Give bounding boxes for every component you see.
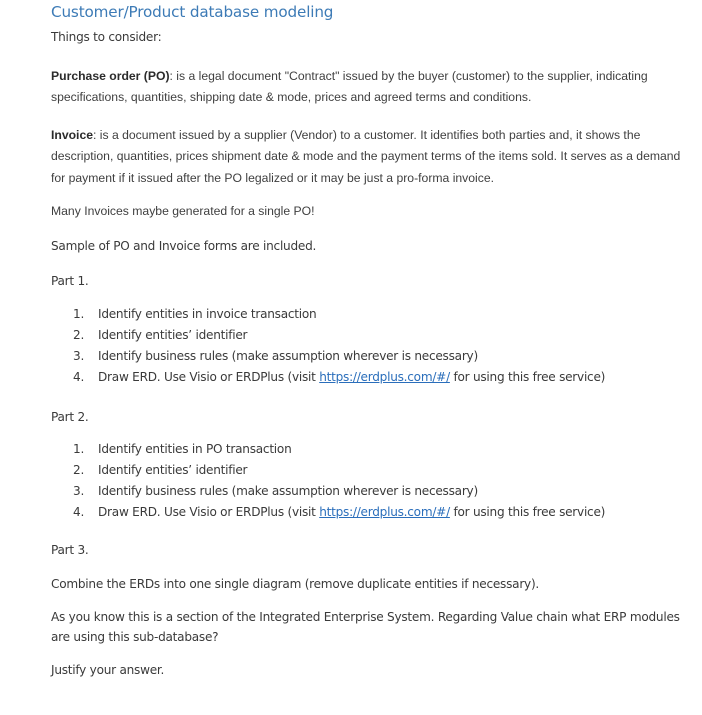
list-item-number: 4.	[73, 369, 85, 384]
list-item	[51, 304, 682, 325]
list-item-text-suffix: for using this free service)	[449, 505, 606, 519]
list-item	[51, 502, 682, 523]
list-item-label: Identify business rules (make assumption wherever is necessary)	[98, 348, 478, 363]
part-3-heading: Part 3.	[51, 543, 89, 557]
list-item-label: Identify entities in PO transaction	[98, 442, 292, 456]
part-2-list	[51, 439, 682, 523]
note-sample-forms: Sample of PO and Invoice forms are included.	[51, 238, 317, 253]
intro-label: Things to consider:	[51, 30, 162, 44]
list-item-number: 2.	[73, 463, 85, 477]
list-item-text-suffix: for using this free service)	[449, 369, 606, 384]
list-item-number: 4.	[73, 505, 85, 519]
list-item	[51, 481, 682, 502]
list-item-number: 1.	[73, 442, 85, 456]
list-item-number: 1.	[73, 306, 85, 321]
list-item-label: Identify entities in invoice transaction	[98, 306, 317, 321]
part-1-heading: Part 1.	[51, 274, 89, 288]
list-item-label: Identify entities’ identifier	[98, 463, 248, 477]
definition-invoice	[51, 125, 682, 190]
page-title: Customer/Product database modeling	[51, 3, 334, 21]
definition-term-invoice: Invoice	[51, 127, 93, 142]
definition-purchase-order	[51, 66, 682, 109]
part-3-justify-text: Justify your answer.	[51, 663, 165, 677]
list-item-label: Identify business rules (make assumption wherever is necessary)	[98, 484, 478, 498]
list-item	[51, 346, 682, 367]
note-many-invoices: Many Invoices maybe generated for a single PO!	[51, 204, 315, 218]
list-item	[51, 325, 682, 346]
list-item-number: 3.	[73, 348, 85, 363]
list-item	[51, 460, 682, 481]
list-item-text-prefix: Draw ERD. Use Visio or ERDPlus (visit	[98, 369, 320, 384]
list-item-text-prefix: Draw ERD. Use Visio or ERDPlus (visit	[98, 505, 320, 519]
list-item	[51, 439, 682, 460]
part-3-erp-question: As you know this is a section of the Integrated Enterprise System. Regarding Value chain what ERP modules are using this sub-database?	[51, 610, 680, 644]
list-item-number: 3.	[73, 484, 85, 498]
definition-body-invoice: : is a document issued by a supplier (Vendor) to a customer. It identifies both parties and, it shows the description, quantities, prices shipment date & mode and the payment terms of the items sold. It serves as a demand for payment if it issued after the PO legalized or it may be just a pro-forma invoice.	[51, 127, 681, 185]
list-item-number: 2.	[73, 327, 85, 342]
definition-term-purchase-order: Purchase order (PO)	[51, 68, 170, 83]
erdplus-link[interactable]: https://erdplus.com/#/	[319, 505, 450, 519]
list-item-label: Identify entities’ identifier	[98, 327, 248, 342]
document-body	[51, 0, 682, 681]
part-2-heading: Part 2.	[51, 409, 89, 424]
part-1-list	[51, 304, 682, 388]
erdplus-link[interactable]: https://erdplus.com/#/	[319, 369, 450, 384]
part-3-combine-text: Combine the ERDs into one single diagram (remove duplicate entities if necessary).	[51, 576, 540, 591]
definition-body-purchase-order: : is a legal document "Contract" issued by the buyer (customer) to the supplier, indicating specifications, quantities, shipping date & mode, prices and agreed terms and conditions.	[51, 68, 648, 104]
list-item	[51, 367, 682, 388]
